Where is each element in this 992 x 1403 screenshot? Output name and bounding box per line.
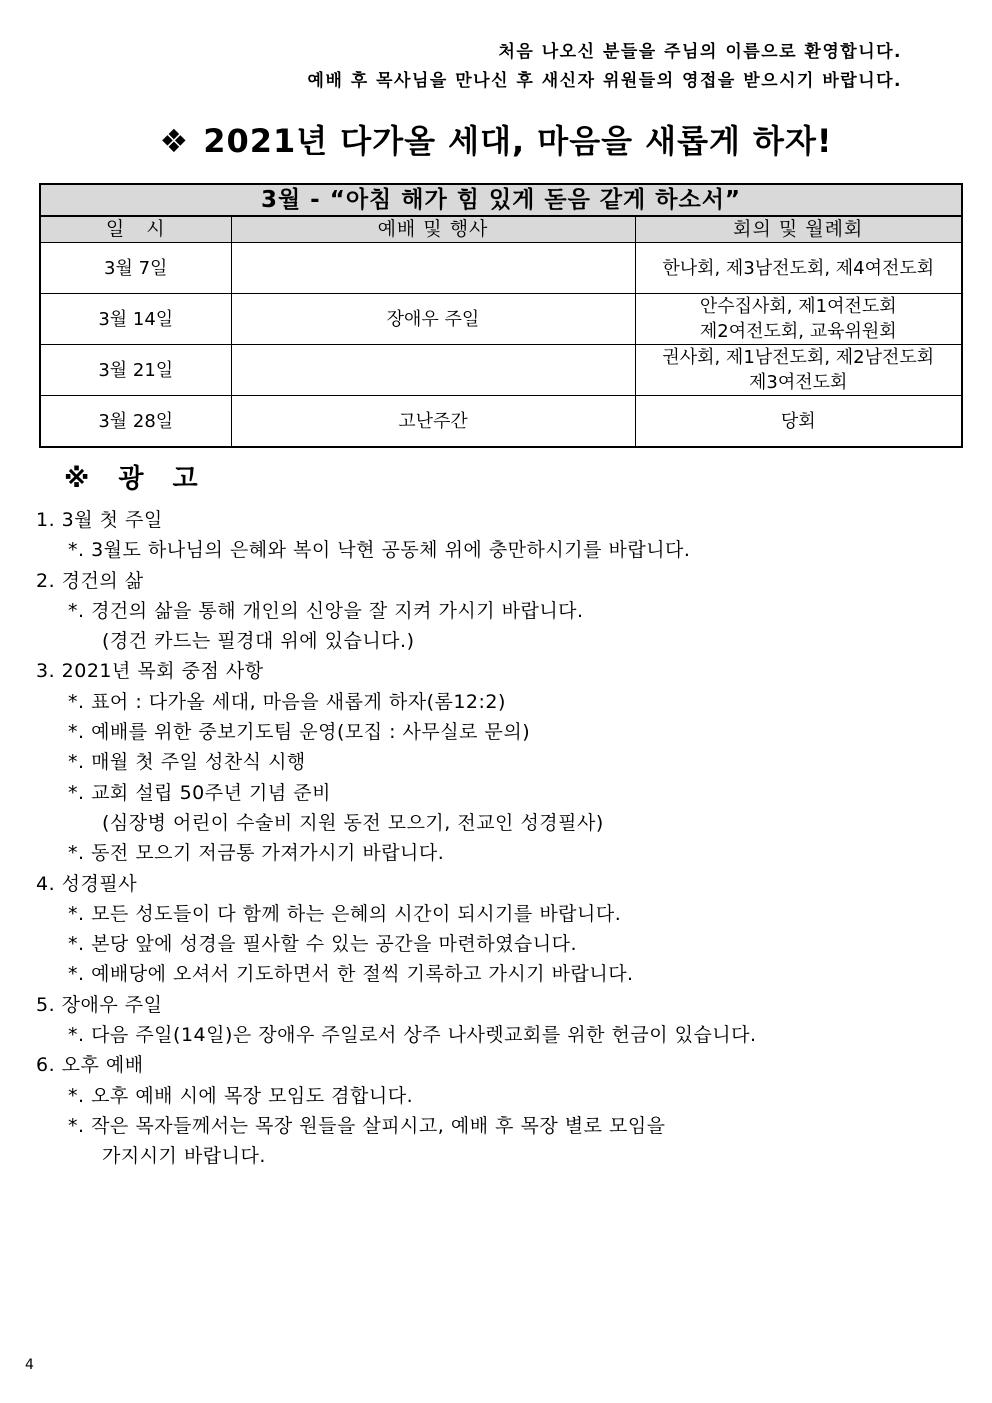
- row-date: 3월 21일: [40, 345, 231, 396]
- welcome-line-1: 처음 나오신 분들을 주님의 이름으로 환영합니다.: [498, 42, 902, 62]
- row-event: [231, 345, 635, 396]
- meeting-line: 권사회, 제1남전도회, 제2남전도회: [662, 347, 935, 368]
- list-item: *. 다음 주일(14일)은 장애우 주일로서 상주 나사렛교회를 위한 헌금이 있습니다.: [68, 1024, 757, 1047]
- list-item: *. 작은 목자들께서는 목장 원들을 살피시고, 예배 후 목장 별로 모임을: [68, 1114, 666, 1137]
- announcements-list: [36, 505, 956, 1172]
- welcome-message: [308, 38, 902, 96]
- announcement-section: [36, 566, 956, 657]
- row-date: 3월 14일: [40, 294, 231, 345]
- header-meeting: 회의 및 월례회: [635, 216, 962, 243]
- row-meeting: [635, 345, 962, 396]
- theme-text: 2021년 다가올 세대, 마음을 새롭게 하자!: [203, 122, 833, 160]
- list-item-continuation: (심장병 어린이 수술비 지원 동전 모으기, 전교인 성경필사): [102, 811, 604, 834]
- table-row: [40, 345, 962, 396]
- row-meeting: [635, 396, 962, 448]
- section-title: 2. 경건의 삶: [36, 569, 144, 592]
- announcements-title: ※ 광 고: [64, 464, 208, 494]
- diamond-bullet-icon: ❖: [159, 122, 190, 160]
- table-row: [40, 396, 962, 448]
- list-item-continuation: 가지시기 바랍니다.: [102, 1145, 266, 1168]
- announcement-section: [36, 656, 956, 868]
- list-item: *. 예배를 위한 중보기도팀 운영(모집 : 사무실로 문의): [68, 721, 531, 744]
- announcement-section: [36, 1050, 956, 1171]
- list-item: *. 경건의 삶을 통해 개인의 신앙을 잘 지켜 가시기 바랍니다.: [68, 599, 584, 622]
- list-item: *. 본당 앞에 성경을 필사할 수 있는 공간을 마련하였습니다.: [68, 933, 578, 956]
- row-date: 3월 7일: [40, 243, 231, 294]
- list-item: *. 모든 성도들이 다 함께 하는 은혜의 시간이 되시기를 바랍니다.: [68, 902, 622, 925]
- meeting-line: 제3여전도회: [749, 372, 848, 393]
- row-meeting: [635, 294, 962, 345]
- meeting-line: 제2여전도회, 교육위원회: [699, 321, 897, 342]
- meeting-line: 안수집사회, 제1여전도회: [699, 296, 897, 317]
- list-item: *. 오후 예배 시에 목장 모임도 겸합니다.: [68, 1084, 414, 1107]
- header-date: 일 시: [40, 216, 231, 243]
- list-item: *. 표어 : 다가올 세대, 마음을 새롭게 하자(롬12:2): [68, 690, 506, 713]
- meeting-line: 한나회, 제3남전도회, 제4여전도회: [662, 257, 935, 279]
- section-title: 1. 3월 첫 주일: [36, 509, 163, 531]
- list-item: *. 동전 모으기 저금통 가져가시기 바랍니다.: [68, 842, 445, 865]
- announcement-section: [36, 990, 956, 1051]
- list-item: *. 3월도 하나님의 은혜와 복이 낙현 공동체 위에 충만하시기를 바랍니다.: [68, 539, 691, 562]
- section-title: 5. 장애우 주일: [36, 993, 163, 1016]
- header-event: 예배 및 행사: [231, 216, 635, 243]
- meeting-line: 당회: [780, 410, 816, 432]
- section-title: 6. 오후 예배: [36, 1054, 144, 1077]
- month-title: 3월 - “아침 해가 힘 있게 돋음 같게 하소서”: [40, 184, 962, 216]
- announcement-section: [36, 505, 956, 566]
- list-item: *. 교회 설립 50주년 기념 준비: [68, 781, 331, 804]
- annual-theme: [0, 116, 992, 162]
- announcement-section: [36, 869, 956, 990]
- list-item: *. 예배당에 오셔서 기도하면서 한 절씩 기록하고 가시기 바랍니다.: [68, 963, 634, 986]
- welcome-line-2: 예배 후 목사님을 만나신 후 새신자 위원들의 영접을 받으시기 바랍니다.: [307, 71, 902, 91]
- list-item-continuation: (경건 카드는 필경대 위에 있습니다.): [102, 630, 415, 653]
- row-event: 장애우 주일: [231, 294, 635, 345]
- row-date: 3월 28일: [40, 396, 231, 448]
- section-title: 4. 성경필사: [36, 872, 138, 895]
- section-title: 3. 2021년 목회 중점 사항: [36, 660, 264, 683]
- page-number: 4: [25, 1357, 34, 1373]
- row-event: [231, 243, 635, 294]
- table-row: [40, 243, 962, 294]
- table-row: [40, 294, 962, 345]
- row-event: 고난주간: [231, 396, 635, 448]
- schedule-table: [39, 183, 963, 448]
- row-meeting: [635, 243, 962, 294]
- list-item: *. 매월 첫 주일 성찬식 시행: [68, 751, 306, 774]
